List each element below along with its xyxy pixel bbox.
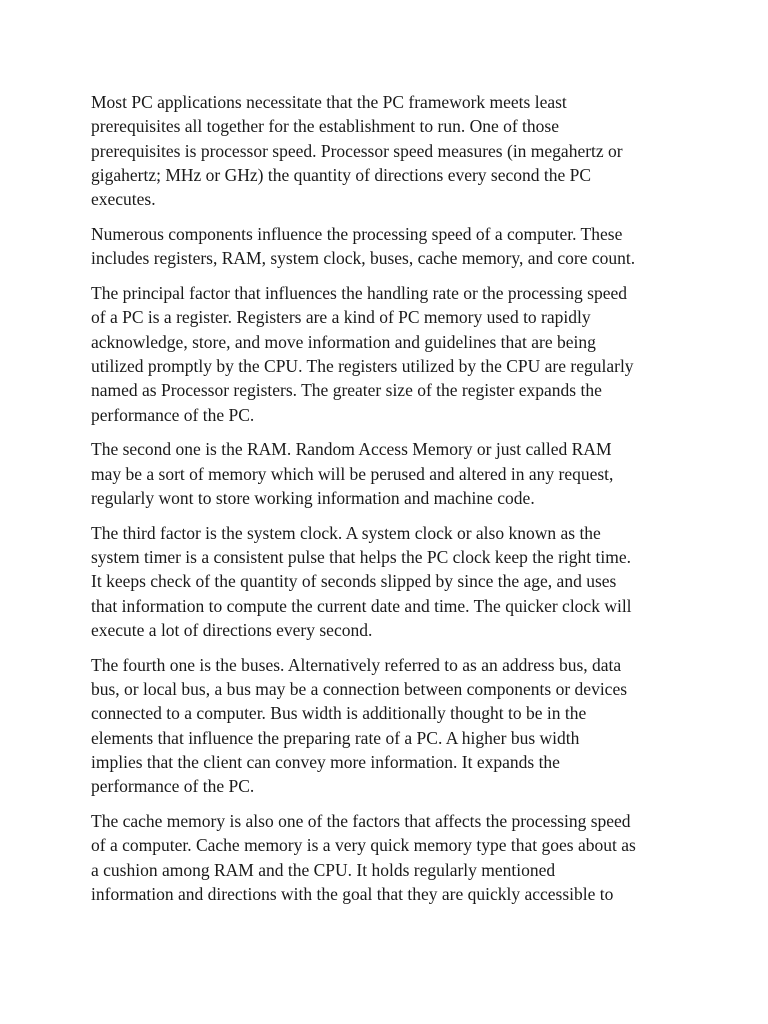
paragraph-system-clock bbox=[91, 521, 691, 642]
text-line: Numerous components influence the processing speed of a computer. These bbox=[91, 223, 623, 244]
text-line: a cushion among RAM and the CPU. It holds regularly mentioned bbox=[91, 859, 556, 880]
text-line: includes registers, RAM, system clock, buses, cache memory, and core count. bbox=[91, 248, 636, 269]
text-line: utilized promptly by the CPU. The registers utilized by the CPU are regularly bbox=[91, 355, 634, 376]
text-line: The fourth one is the buses. Alternatively referred to as an address bus, data bbox=[91, 654, 622, 675]
text-line: elements that influence the preparing rate of a PC. A higher bus width bbox=[91, 727, 580, 748]
text-line: may be a sort of memory which will be perused and altered in any request, bbox=[91, 463, 614, 484]
paragraph-ram bbox=[91, 437, 691, 510]
paragraph-cache-memory bbox=[91, 809, 691, 906]
paragraph-buses bbox=[91, 653, 691, 799]
text-line: information and directions with the goal that they are quickly accessible to bbox=[91, 883, 614, 904]
text-line: that information to compute the current date and time. The quicker clock will bbox=[91, 595, 632, 616]
text-line: connected to a computer. Bus width is additionally thought to be in the bbox=[91, 703, 587, 724]
paragraph-registers bbox=[91, 281, 691, 427]
text-line: named as Processor registers. The greater size of the register expands the bbox=[91, 380, 602, 401]
text-line: bus, or local bus, a bus may be a connection between components or devices bbox=[91, 679, 628, 700]
text-line: executes. bbox=[91, 189, 156, 210]
text-line: regularly wont to store working information and machine code. bbox=[91, 487, 535, 508]
text-line: implies that the client can convey more information. It expands the bbox=[91, 751, 560, 772]
text-line: The cache memory is also one of the factors that affects the processing speed bbox=[91, 811, 631, 832]
text-line: The principal factor that influences the handling rate or the processing speed bbox=[91, 283, 627, 304]
paragraph-components bbox=[91, 222, 691, 271]
document-page bbox=[91, 90, 691, 917]
text-line: The third factor is the system clock. A system clock or also known as the bbox=[91, 522, 601, 543]
text-line: Most PC applications necessitate that the PC framework meets least bbox=[91, 92, 567, 112]
text-line: prerequisites all together for the establishment to run. One of those bbox=[91, 116, 559, 137]
text-line: performance of the PC. bbox=[91, 776, 255, 797]
text-line: prerequisites is processor speed. Processor speed measures (in megahertz or bbox=[91, 140, 623, 161]
text-line: acknowledge, store, and move information and guidelines that are being bbox=[91, 331, 596, 352]
text-line: of a computer. Cache memory is a very quick memory type that goes about as bbox=[91, 835, 636, 856]
paragraph-processor-speed bbox=[91, 90, 691, 211]
text-line: performance of the PC. bbox=[91, 404, 255, 425]
text-line: execute a lot of directions every second. bbox=[91, 619, 373, 640]
text-line: gigahertz; MHz or GHz) the quantity of directions every second the PC bbox=[91, 164, 592, 185]
text-line: It keeps check of the quantity of seconds slipped by since the age, and uses bbox=[91, 571, 617, 592]
text-line: The second one is the RAM. Random Access Memory or just called RAM bbox=[91, 439, 612, 460]
text-line: system timer is a consistent pulse that helps the PC clock keep the right time. bbox=[91, 547, 631, 568]
text-line: of a PC is a register. Registers are a kind of PC memory used to rapidly bbox=[91, 307, 591, 328]
